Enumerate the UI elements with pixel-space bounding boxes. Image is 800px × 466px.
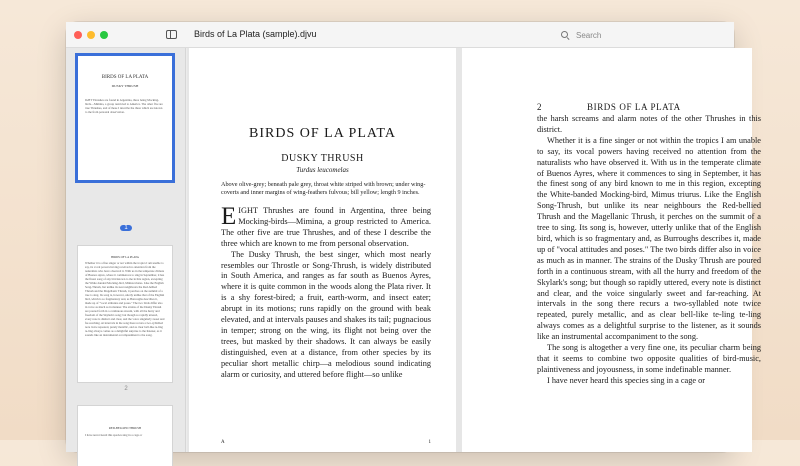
thumbnail-title: BIRDS OF LA PLATA <box>101 75 149 80</box>
sidebar-toggle-icon[interactable] <box>166 30 177 39</box>
latin-name: Turdus leucomelas <box>296 166 349 174</box>
search-box[interactable] <box>561 28 671 42</box>
paragraph: the harsh screams and alarm notes of the other Thrushes in this district. <box>537 114 761 134</box>
thumbnail-text: I have never heard this species sing in a cage or <box>85 433 143 437</box>
title-bar <box>66 22 734 48</box>
paragraph: IGHT Thrushes are found in Argentina, three being Mocking-birds—Mimina, a group restricted to America. The other five are true Thrushes, and of these I describe the three which are known to me from personal observation. <box>221 206 431 248</box>
running-header <box>537 102 757 112</box>
document-view[interactable] <box>187 48 761 452</box>
species-description: Above olive-grey; beneath pale grey, throat white striped with brown; under wing-coverts and inner margins of wing-feathers fulvous; bill yellow; length 9 inches. <box>221 181 426 196</box>
search-input[interactable] <box>576 31 666 40</box>
thumbnail-text: Whether it is a fine singer or not within the tropics I am unable to say, its vocal powers having received no attention from the naturalists who have observed it. With us in the temperate climate of Buenos Ayres, where it commences to sing in September, it has the finest song of any bird known to me in this region, excepting the White-banded Mocking-bird, Mimus triurus. Like the English Song-Thrush, but unlike its near neighbours the Red-bellied Thrush and the Magellanic Thrush, it perches on the summit of a tree to sing. Its song is, however, utterly unlike that of the English bird, which is so fragmentary and, as Burroughs describes it, made up of "vocal attitudes and poses." The two birds differ also in voice as much as in manner. The strains of the Dusky Thrush are poured forth in a continuous stream, with all the hurry and freedom of the Skylark's song; but though so rapidly uttered, every note is distinct and clear, and the voice singularly sweet and far-reaching. At intervals in the song there recurs a two-syllabled note twice repeated, purely metallic, and as clear bell-like te-ling te-ling always comes as a delightful surprise to the listener, as it sounds like an instrumental accompaniment to the song. <box>85 261 165 337</box>
thumbnail-sidebar[interactable] <box>66 48 186 452</box>
document-page-1 <box>189 48 456 452</box>
search-icon <box>561 31 570 40</box>
window-title: Birds of La Plata (sample).djvu <box>194 29 317 39</box>
thumbnail-header: RED-BELLIED THRUSH <box>108 426 142 430</box>
chapter-title: DUSKY THRUSH <box>281 153 364 164</box>
paragraph: I have never heard this species sing in a cage or <box>547 375 706 385</box>
drop-cap: E <box>221 203 237 230</box>
page-1-body <box>221 203 431 381</box>
page-number-label-1: 1 <box>66 225 186 231</box>
thumbnail-header: BIRDS OF LA PLATA <box>111 255 139 259</box>
close-window-button[interactable] <box>74 31 82 39</box>
page-footer <box>221 440 431 445</box>
document-page-2 <box>462 48 761 452</box>
minimize-window-button[interactable] <box>87 31 95 39</box>
footer-page-number: 1 <box>428 440 431 445</box>
zoom-window-button[interactable] <box>100 31 108 39</box>
running-title: BIRDS OF LA PLATA <box>587 102 681 112</box>
page-2-body <box>537 114 761 387</box>
thumbnail-subtitle: DUSKY THRUSH <box>111 84 139 88</box>
app-window <box>66 22 761 452</box>
paragraph: Whether it is a fine singer or not within the tropics I am unable to say, its vocal powers having received no attention from the naturalists who have observed it. With us in the temperate climate of Buenos Ayres, where it commences to sing in September, it has the finest song of any bird known to me in this region, excepting the White-banded Mocking-bird, Mimus triurus. Like the English Song-Thrush, but unlike its near neighbours the Red-bellied Thrush and the Magellanic Thrush, it perches on the summit of a tree to sing. Its song is, however, utterly unlike that of the English bird, which is so fragmentary and, as Burroughs describes it, made up of "vocal attitudes and poses." The two birds differ also in voice as much as in manner. The strains of the Dusky Thrush are poured forth in a continuous stream, with all the hurry and freedom of the Skylark's song; but though so rapidly uttered, every note is distinct and clear, and the voice singularly sweet and far-reaching. At intervals in the song there recurs a two-syllabled note twice repeated, purely metallic, and as clear bell-like te-ling te-ling always comes as a delightful surprise to the listener, as it sounds like an instrumental accompaniment to the song. <box>537 135 761 342</box>
paragraph: The Dusky Thrush, the best singer, which most nearly resembles our Throstle or Song-Thrush, is widely distributed in South America, and ranges as far south as Buenos Ayres, where it is quite common in the woods along the Plata river. It is a shy forest-bired; a fruit, earth-worm, and insect eater; abrupt in its motions; runs rapidly on the ground with beak elevated, and at intervals pauses and shakes its tail; pugnacious in temper; strong on the wing, its flight not being over the trees, but masked by their shadows. It can always be easily distinguished, even at a distance, from other species by its peculiar short metallic chirp—a melodious sound indicating alarm or curiosity, and uttered before flight—so unlike <box>221 249 431 379</box>
signature-mark: A <box>221 440 225 445</box>
page-thumbnail-2[interactable] <box>78 246 172 382</box>
book-title: BIRDS OF LA PLATA <box>249 126 396 141</box>
paragraph: The song is altogether a very fine one, its peculiar charm being that it seems to combine two opposite qualities of bird-music, plaintiveness and joyousness, in some indefinable manner. <box>537 343 761 374</box>
page-thumbnail-1[interactable] <box>78 56 172 180</box>
page-number: 2 <box>537 102 542 112</box>
thumbnail-text: IGHT Thrushes are found in Argentina, three being Mocking-birds—Mimina, a group restricted to America. The other five are true Thrushes, and of these I describe the three which are known to me from personal observation. <box>85 98 163 114</box>
page-number-label-2: 2 <box>124 386 128 392</box>
page-thumbnail-3[interactable] <box>78 406 172 466</box>
